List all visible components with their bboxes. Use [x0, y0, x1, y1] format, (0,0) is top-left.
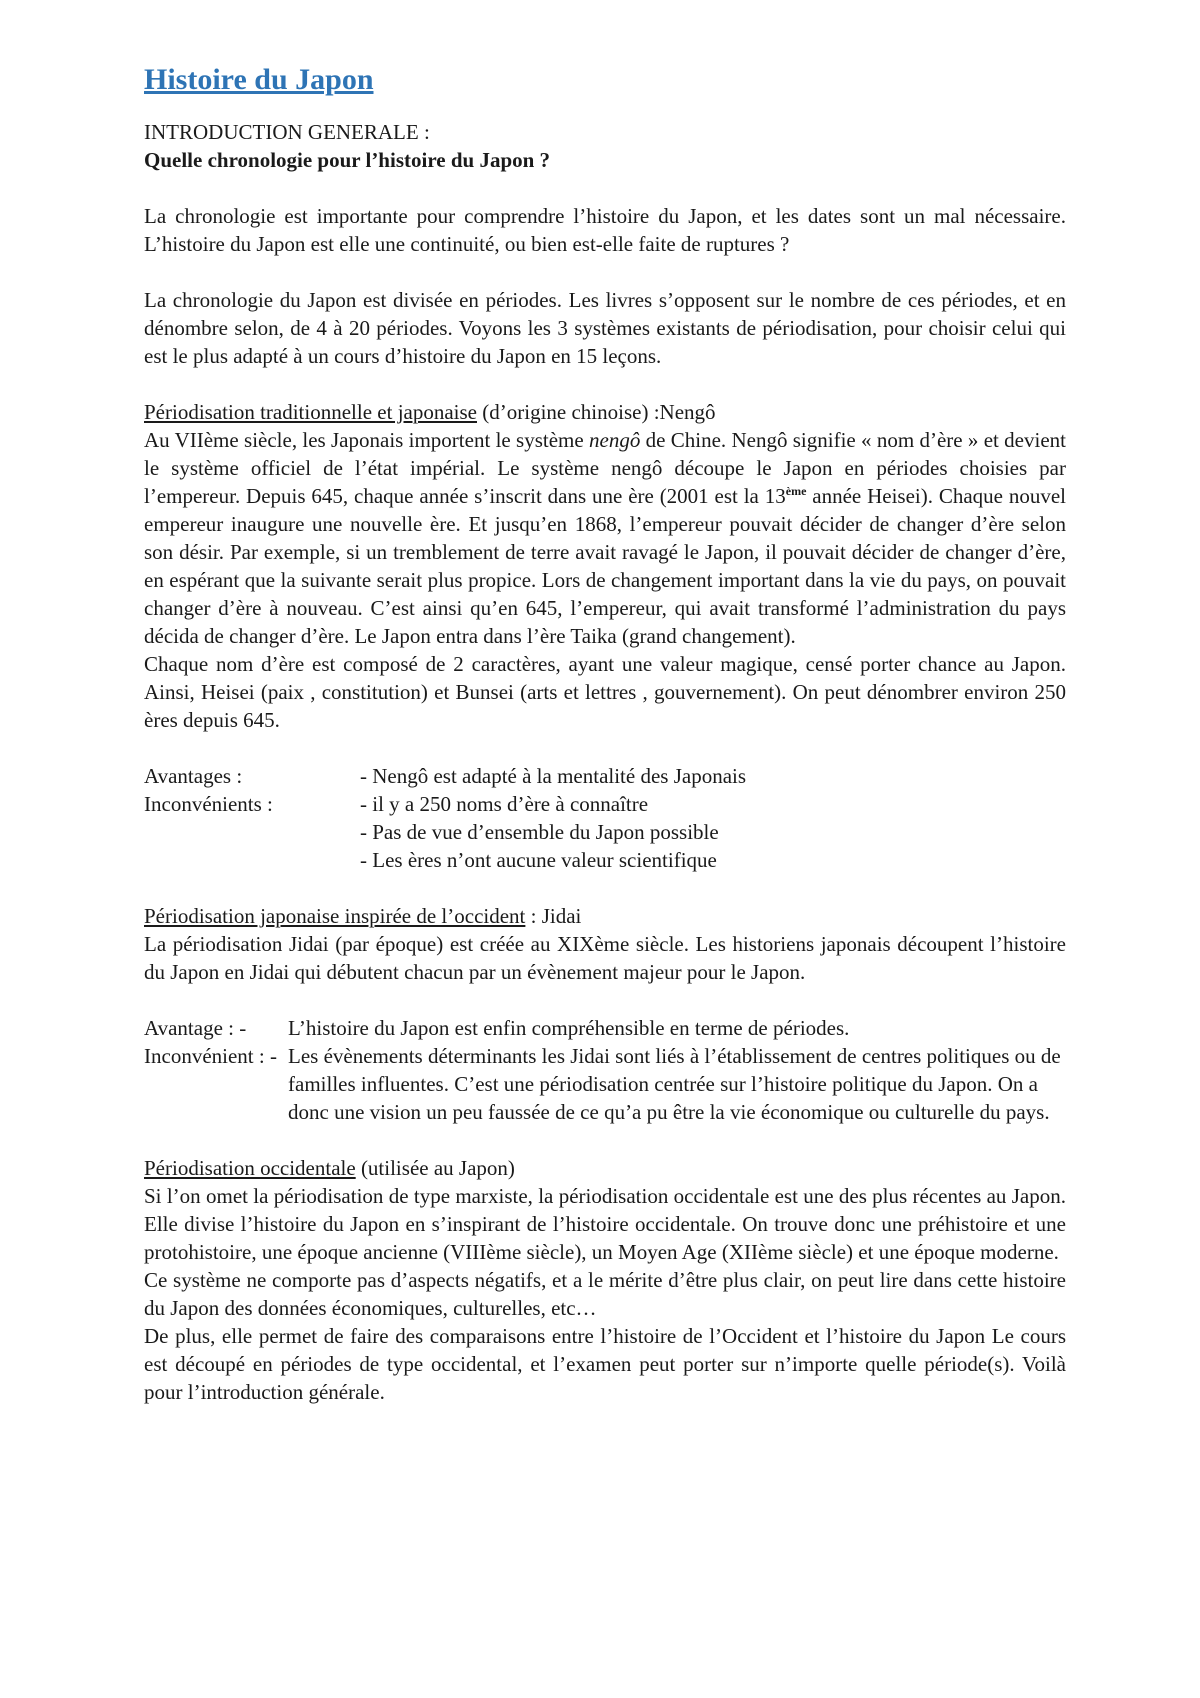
section-western-paragraph-2: Ce système ne comporte pas d’aspects négatifs, et a le mérite d’être plus clair, on peut lire dans cette histoire du Japon des données économiques, culturelles, etc…: [144, 1268, 1066, 1320]
section-nengo-paragraph-2: Chaque nom d’ère est composé de 2 caractères, ayant une valeur magique, censé porter chance au Japon. Ainsi, Heisei (paix , constitution) et Bunsei (arts et lettres , gouvernement). On peut dénombrer environ 250 ères depuis 645.: [144, 652, 1066, 732]
nengo-drawbacks-row: [144, 790, 1066, 818]
text-run: année Heisei). Chaque nouvel empereur inaugure une nouvelle ère. Et jusqu’en 1868, l’empereur pouvait décider de changer d’ère selon son désir. Par exemple, si un tremblement de terre avait ravagé le Japon, il pouvait décider de changer d’ère, en espérant que la suivante serait plus propice. Lors de changement important dans la vie du pays, on pouvait changer d’ère à nouveau. C’est ainsi qu’en 645, l’empereur, qui avait transformé l’administration du pays décida de changer d’ère. Le Japon entra dans l’ère Taika (grand changement).: [144, 484, 1066, 648]
drawback-label: Inconvénient : -: [144, 1044, 277, 1068]
section-western-paragraph-1: Si l’on omet la périodisation de type marxiste, la périodisation occidentale est une des plus récentes au Japon. Elle divise l’histoire du Japon en s’inspirant de l’histoire occidentale. On trouve donc une préhistoire et une protohistoire, une époque ancienne (VIIIème siècle), un Moyen Age (XIIème siècle) et une époque moderne.: [144, 1184, 1066, 1264]
advantages-label: Avantages :: [144, 764, 243, 788]
section-jidai-paragraph: La périodisation Jidai (par époque) est créée au XIXème siècle. Les historiens japonais découpent l’histoire du Japon en Jidai qui débutent chacun par un évènement majeur pour le Japon.: [144, 932, 1066, 984]
section-jidai-heading-underlined: Périodisation japonaise inspirée de l’occident: [144, 904, 526, 928]
section-western-heading-underlined: Périodisation occidentale: [144, 1156, 356, 1180]
jidai-drawback-row: [144, 1042, 1066, 1126]
nengo-advantages-row: [144, 762, 1066, 790]
nengo-drawbacks-row: [144, 846, 1066, 874]
advantage-value: L’histoire du Japon est enfin compréhensible en terme de périodes.: [288, 1016, 850, 1040]
section-western-heading: [144, 1154, 1066, 1182]
intro-heading: INTRODUCTION GENERALE :: [144, 120, 430, 144]
drawback-item: - Les ères n’ont aucune valeur scientifique: [360, 848, 717, 872]
drawbacks-label: Inconvénients :: [144, 792, 273, 816]
document-title: Histoire du Japon: [144, 63, 374, 96]
intro-question: Quelle chronologie pour l’histoire du Japon ?: [144, 148, 551, 172]
section-nengo-heading: [144, 398, 1066, 426]
section-nengo-heading-rest: (d’origine chinoise) :Nengô: [477, 400, 716, 424]
section-jidai-heading-rest: : Jidai: [525, 904, 582, 928]
jidai-advantage-row: [144, 1014, 1066, 1042]
superscript: ème: [785, 484, 807, 498]
section-jidai-heading: [144, 902, 1066, 930]
nengo-drawbacks-row: [144, 818, 1066, 846]
paragraph-1: La chronologie est importante pour comprendre l’histoire du Japon, et les dates sont un mal nécessaire. L’histoire du Japon est elle une continuité, ou bien est-elle faite de ruptures ?: [144, 204, 1066, 256]
section-nengo-heading-underlined: Périodisation traditionnelle et japonaise: [144, 400, 477, 424]
advantage-label: Avantage : -: [144, 1016, 247, 1040]
section-nengo-paragraph-1: [144, 426, 1066, 650]
italic-term: nengô: [589, 428, 641, 452]
document-body: [144, 62, 1066, 1406]
section-western-paragraph-3: De plus, elle permet de faire des comparaisons entre l’histoire de l’Occident et l’histoire du Japon Le cours est découpé en périodes de type occidental, et l’examen peut porter sur n’importe quelle période(s). Voilà pour l’introduction générale.: [144, 1324, 1066, 1404]
text-run: de Chine. Nengô signifie « nom d’ère » et devient le système officiel de l’état impérial. Le système nengô découpe le Japon en périodes choisies par l’empereur. Depuis 645, chaque année s’inscrit dans une ère (2001 est la 13: [144, 428, 1066, 508]
drawback-value: Les évènements déterminants les Jidai sont liés à l’établissement de centres politiques ou de familles influentes. C’est une périodisation centrée sur l’histoire politique du Japon. On a donc une vision un peu faussée de ce qu’a pu être la vie économique ou culturelle du pays.: [288, 1044, 1061, 1124]
paragraph-2: La chronologie du Japon est divisée en périodes. Les livres s’opposent sur le nombre de ces périodes, et en dénombre selon, de 4 à 20 périodes. Voyons les 3 systèmes existants de périodisation, pour choisir celui qui est le plus adapté à un cours d’histoire du Japon en 15 leçons.: [144, 288, 1066, 368]
text-run: Au VIIème siècle, les Japonais importent le système: [144, 428, 589, 452]
drawback-item: - Pas de vue d’ensemble du Japon possible: [360, 820, 719, 844]
drawback-item: - il y a 250 noms d’ère à connaître: [360, 792, 649, 816]
advantages-value: - Nengô est adapté à la mentalité des Japonais: [360, 764, 747, 788]
section-western-heading-rest: (utilisée au Japon): [355, 1156, 515, 1180]
